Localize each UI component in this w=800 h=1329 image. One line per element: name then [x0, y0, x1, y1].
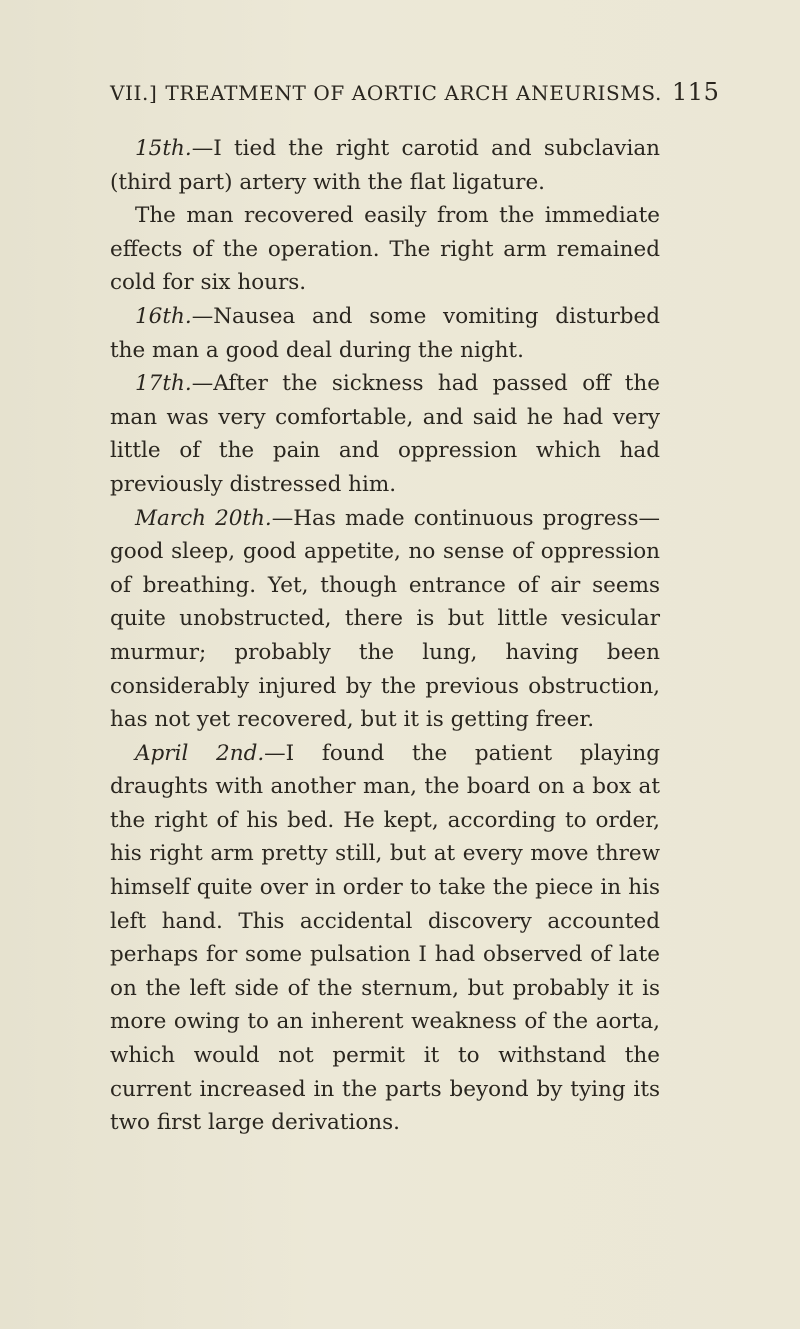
chapter-number: VII.] [110, 81, 158, 105]
page-number: 115 [671, 78, 720, 106]
paragraph [110, 502, 660, 737]
entry-date: 17th. [135, 371, 192, 397]
paragraph-text: —I found the patient playing draughts with another man, the board on a box at the right of his bed. He kept, according to order, his right arm pretty still, but at every move threw himself quite over in order to take the piece in his left hand. This accidental discovery accounted perhaps for some pulsation I had observed of late on the left side of the sternum, but probably it is more owing to an inherent weakness of the aorta, which would not permit it to withstand the current increased in the parts beyond by tying its two first large derivations. [110, 740, 661, 1136]
paragraph-text: —I tied the right carotid and subclavian (third part) artery with the flat ligature. [110, 136, 660, 195]
running-title: TREATMENT OF AORTIC ARCH ANEURISMS. [165, 81, 662, 105]
paragraph-text: The man recovered easily from the immediate effects of the operation. The right arm remained cold for six hours. [110, 203, 660, 296]
page-body [110, 132, 660, 1140]
entry-date: March 20th. [135, 505, 272, 531]
paragraph [110, 367, 660, 501]
paragraph [110, 199, 660, 300]
running-head [110, 78, 720, 106]
entry-date: 15th. [135, 136, 192, 161]
paragraph-text: —Has made continuous progress— good sleep, good appetite, no sense of oppression of breathing. Yet, though entrance of air seems quite unobstructed, there is but little vesicular murmur; probably the lung, having been considerably injured by the previous obstruction, has not yet recovered, but it is getting freer. [110, 505, 660, 733]
entry-date: April 2nd. [135, 740, 265, 766]
entry-date: 16th. [135, 303, 192, 329]
paragraph-text: —Nausea and some vomiting disturbed the man a good deal during the night. [110, 303, 660, 363]
paragraph [110, 132, 660, 199]
paragraph [110, 300, 660, 367]
paragraph-text: —After the sickness had passed off the man was very comfortable, and said he had very little of the pain and oppression which had previously distressed him. [110, 371, 660, 497]
paragraph [110, 737, 660, 1140]
